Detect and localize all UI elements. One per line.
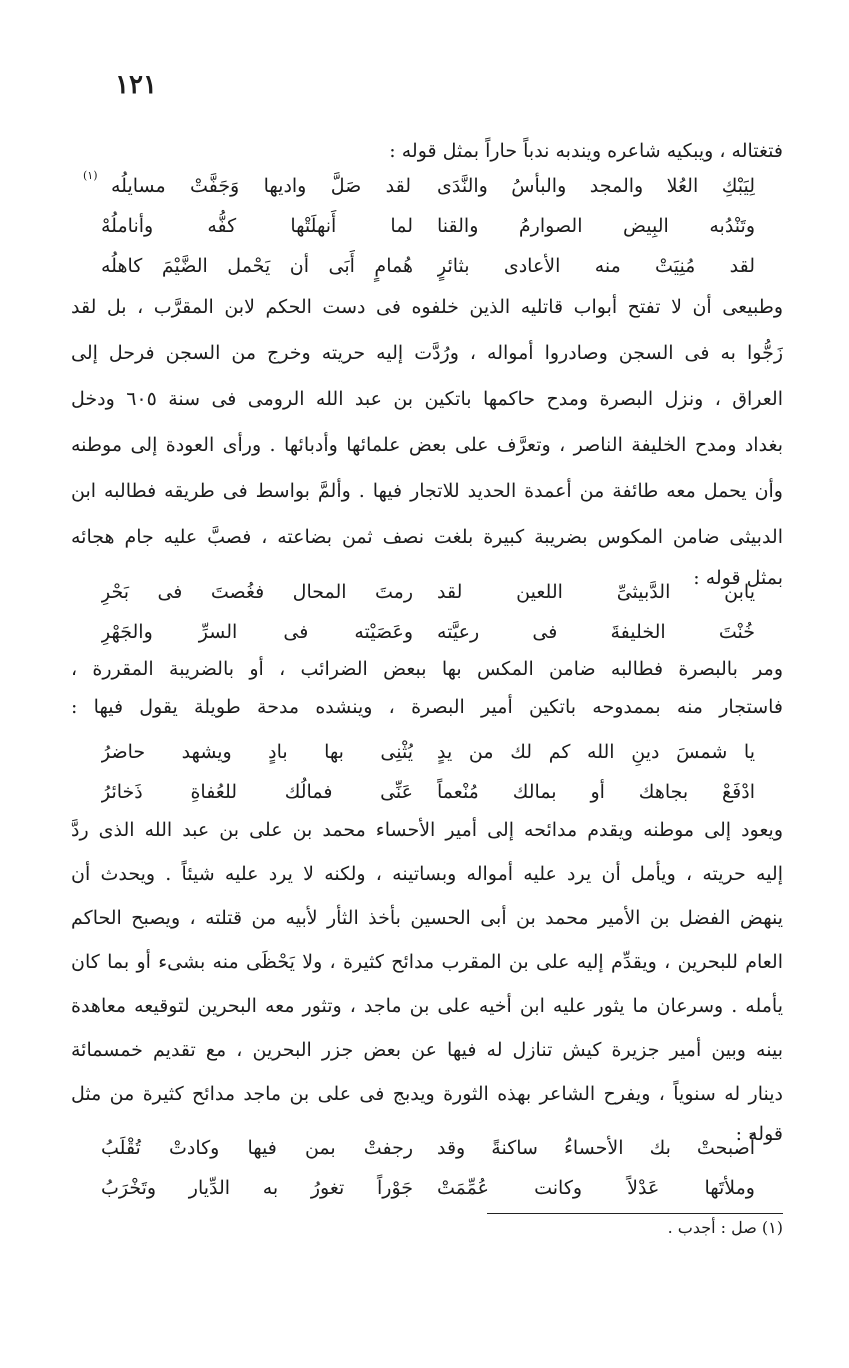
verse-line (71, 612, 783, 652)
verse-second-hemistich: لما أَنهلَتْها كفُّه وأناملُهْ (101, 215, 413, 237)
text-line: الدبيثى ضامن المكوس بضريبة كبيرة بلغت نصف ثمن بضاعته ، فصبَّ عليه جام هجائه (71, 526, 783, 548)
paragraph-basra (71, 650, 783, 726)
verse-second-hemistich: رمتَ المحال فغُصتَ فى بَحْرِ (101, 581, 413, 603)
footnote-divider (487, 1213, 783, 1214)
verse-line (71, 166, 783, 206)
footnote: (١) صل : أجدب . (667, 1218, 783, 1237)
text-line: فاستجار منه بممدوحه باتكين أمير البصرة ، وينشده مدحة طويلة يقول فيها : (71, 696, 783, 718)
text-line: فتغتاله ، ويبكيه شاعره ويندبه ندباً حاراً بمثل قوله : (389, 140, 783, 162)
poem-stanza-4 (71, 1128, 783, 1208)
page-number: ١٢١ (115, 70, 157, 100)
text-line: ويعود إلى موطنه ويقدم مدائحه إلى أمير الأحساء محمد بن على بن عبد الله الذى ردَّ (71, 819, 783, 841)
verse-first-hemistich: لِيَبْكِ العُلا والمجد والبأسُ والنَّدَى (437, 175, 755, 197)
text-line: ومر بالبصرة فطالبه ضامن المكس بها ببعض الضرائب ، أو بالضريبة المقررة ، (71, 658, 783, 680)
verse-second-hemistich: جَوْراً تغورُ به الدِّيار وتَخْرَبُ (101, 1177, 413, 1199)
verse-second-hemistich: يُثْنِى بها بادٍ ويشهد حاضرُ (101, 741, 413, 763)
poem-stanza-3 (71, 732, 783, 812)
verse-line (71, 246, 783, 286)
poem-stanza-1 (71, 166, 783, 286)
paragraph-prison-and-travel (71, 284, 783, 596)
verse-second-hemistich: رجفتْ بمن فيها وكادتْ تُقْلَبُ (101, 1137, 413, 1159)
verse-first-hemistich: يا شمسَ دينِ الله كم لك من يدٍ (437, 741, 755, 763)
footnote-reference: (١) (83, 169, 98, 182)
text-line: يأمله . وسرعان ما يثور عليه ابن أخيه على بن ماجد ، وتثور معه البحرين لتوقيعه معاهدة (71, 995, 783, 1017)
verse-second-hemistich: وعَصَيْته فى السرِّ والجَهْرِ (101, 621, 413, 643)
text-line: إليه حريته ، ويأمل أن يرد عليه أمواله وبساتينه ، ولكنه لا يرد عليه شيئاً . ويحدث أن (71, 863, 783, 885)
poem-stanza-2 (71, 572, 783, 652)
verse-first-hemistich: وتَنْدُبه البِيض الصوارمُ والقنا (437, 215, 755, 237)
text-line: بينه وبين أمير جزيرة كيش تنازل له فيها عن بعض جزر البحرين ، مع تقديم خمسمائة (71, 1039, 783, 1061)
text-line: دينار له سنوياً ، ويفرح الشاعر بهذه الثورة ويدبج فى على بن ماجد مدائح كثيرة من مثل (71, 1083, 783, 1105)
verse-first-hemistich: يابن الدَّبيثىِّ اللعين لقد (437, 581, 755, 603)
verse-second-hemistich: عَنِّى فمالُك للعُفاةِ ذَخائرُ (101, 781, 413, 803)
text-line: بمثل قوله : (693, 567, 783, 589)
verse-second-hemistich: هُمامٍ أَبَى أن يَحْمل الضَّيْمَ كاهلُه (101, 255, 413, 277)
paragraph-bahrain (71, 808, 783, 1152)
text-line: وطبيعى أن لا تفتح أبواب قاتليه الذين خلفوه فى دست الحكم لابن المقرَّب ، بل لقد (71, 296, 783, 318)
text-line: وأن يحمل معه طائفة من أعمدة الحديد للاتجار فيها . وألمَّ بواسط فى طريقه فطالبه ابن (71, 480, 783, 502)
text-line: العام للبحرين ، ويقدِّم إليه على بن المقرب مدائح كثيرة ، ولا يَحْظَى منه بشىء أو بما كان (71, 951, 783, 973)
verse-line (71, 1168, 783, 1208)
verse-first-hemistich: لقد مُنِيَتْ منه الأعادى بثائرٍ (437, 255, 755, 277)
verse-line (71, 572, 783, 612)
text-line: قوله : (735, 1123, 783, 1145)
text-line: العراق ، ونزل البصرة ومدح حاكمها باتكين بن عبد الله الرومى فى سنة ٦٠٥ ودخل (71, 388, 783, 410)
verse-first-hemistich: خُنْتَ الخليفةَ فى رعيَّته (437, 621, 755, 643)
verse-line (71, 206, 783, 246)
verse-line (71, 732, 783, 772)
text-line: زَجُّوا به فى السجن وصادروا أمواله ، ورُدَّت إليه حريته وخرج من السجن فرحل إلى (71, 342, 783, 364)
verse-first-hemistich: وملأتَها عَدْلاً وكانت عُمِّمَتْ (437, 1177, 755, 1199)
text-line: ينهض الفضل بن الأمير محمد بن أبى الحسين بأخذ الثأر لأبيه من قتلته ، ويصبح الحاكم (71, 907, 783, 929)
verse-second-hemistich: لقد صَلَّ واديها وَجَفَّتْ مسايلُه (111, 175, 411, 197)
text-line: بغداد ومدح الخليفة الناصر ، وتعرَّف على بعض علمائها وأدبائها . ورأى العودة إلى موطنه (71, 434, 783, 456)
verse-line (71, 772, 783, 812)
verse-line (71, 1128, 783, 1168)
verse-first-hemistich: أَصبحتْ بك الأحساءُ ساكنةً وقد (437, 1137, 755, 1159)
verse-first-hemistich: ادْفَعْ بجاهك أو بمالك مُنْعماً (437, 781, 755, 803)
